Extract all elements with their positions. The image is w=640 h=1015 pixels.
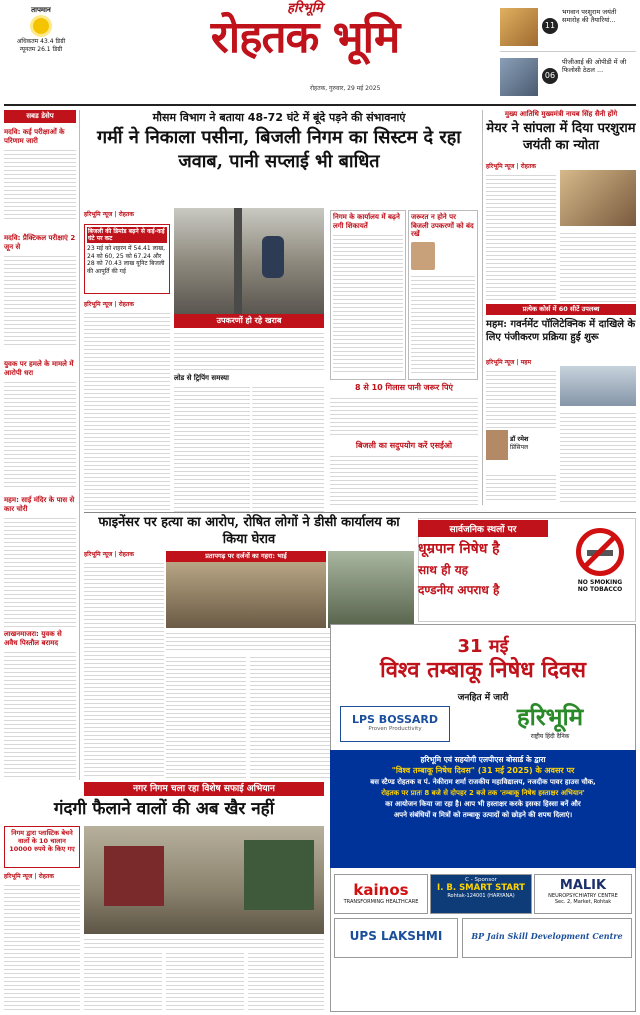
lead-headline: गर्मी ने निकाला पसीना, बिजली निगम का सिस्टम दे रहा जवाब, पानी सप्लाई भी बाधित (97, 127, 461, 172)
brief-body (4, 147, 76, 219)
info-box-head: बिजली की डिमांड बढ़ने से कई-कई घंटे पर कट (87, 227, 167, 243)
teaser-number: 06 (542, 68, 558, 84)
shop-graphic (244, 840, 314, 910)
teaser-2[interactable] (500, 54, 636, 102)
financer-body-1 (84, 560, 164, 778)
no-smoking-icon (576, 528, 624, 576)
avatar (411, 242, 435, 270)
brief-body (4, 379, 76, 489)
info-box-line: 23 मई को शहरन में 54.41 लाख, 24 को 60, 25 को 67.24 और 28 को 70.43 लाख यूनिट बिजली की आपूर्ति की गई (87, 245, 166, 275)
event-line: रोहतक पर प्रातः 8 बजे से दोपहर 2 बजे तक 'तम्बाकू निषेध हस्ताक्षर अभियान' (381, 789, 585, 797)
ad-line3: दण्डनीय अपराध है (418, 583, 500, 597)
side-story-body (330, 395, 478, 435)
cleaning-body-3 (166, 950, 244, 1010)
logo-sub: Rohtak-124001 (HARYANA) (447, 893, 515, 899)
masthead-rule (4, 104, 636, 106)
cleaning-body-2 (84, 950, 162, 1010)
logo-ups (334, 918, 458, 958)
weather-label: तापमान (31, 6, 51, 14)
lead-body-col2 (174, 384, 250, 512)
lead-photo (174, 208, 324, 314)
sign-text-1: NO SMOKING (577, 579, 623, 586)
right-body-2 (560, 230, 636, 302)
sponsor-sub: Proven Productivity (368, 726, 422, 732)
financer-headline: फाइनेंसर पर हत्या का आरोप, रोषित लोगों ने डीसी कार्यालय का किया घेराव (98, 515, 400, 547)
event-block (330, 750, 636, 868)
ad-date: 31 मई (457, 636, 509, 657)
no-smoking-sign (568, 528, 632, 614)
logo-sub: TRANSFORMING HEALTHCARE (343, 899, 419, 905)
brief-title: लाखनमाजरा: युवक से अवैध पिस्तौल बरामद (4, 630, 62, 647)
side-story (330, 210, 406, 380)
side-story-title: जरूरत न होने पर बिजली उपकरणों को बंद रखें (411, 213, 474, 238)
financer-byline: हरिभूमि न्यूज | रोहतक (84, 551, 134, 558)
weather-box (6, 6, 76, 62)
trip-title: लोड से ट्रिपिंग समस्या (174, 374, 229, 382)
side-story-body (411, 273, 475, 373)
side-story (330, 382, 478, 438)
temp-min: न्यूनतम 26.1 डिग्री (19, 46, 63, 53)
brief-title: युवक पर हमले के मामले में आरोपी धरा (4, 360, 74, 377)
pole-graphic (234, 208, 242, 314)
brand-small: हरिभूमि (287, 1, 323, 16)
financer-photo (166, 562, 326, 628)
ad-tag: सार्वजनिक स्थलों पर (418, 520, 548, 537)
teaser-1[interactable] (500, 4, 636, 52)
event-line: "विश्व तम्बाकू निषेध दिवस" (31 मई 2025) के अवसर पर (391, 766, 575, 775)
ad-line1: धूम्रपान निषेध है (418, 541, 500, 557)
right-body (486, 172, 556, 302)
principal-role: प्रिंसिपल (510, 444, 529, 451)
brief-title: महम: साई मंदिर के पास से कार चोरी (4, 496, 75, 513)
event-line: अपने संबंधियों व मित्रों को तम्बाकू उत्पादों को छोड़ने की शपथ दिलाएं। (393, 811, 573, 819)
principal-name: डॉ रमेश (510, 435, 529, 443)
financer-body-2 (166, 654, 246, 778)
story2-body (486, 368, 556, 428)
logo-text: UPS LAKSHMI (349, 929, 443, 943)
teaser-text: पीजीआई की ओपीडी में जी फिलोसी ठेठल ... (562, 58, 627, 74)
financer-body-3 (250, 654, 330, 778)
brief-item (4, 234, 76, 354)
column-divider (482, 110, 483, 505)
brief-item (4, 496, 76, 626)
financer-photo-label: प्रतापगढ़ पर दर्जनों का गहरा: भाई (166, 551, 326, 562)
logo-sub: NEUROPSYCHIATRY CENTRE (548, 893, 618, 899)
financer-photo-2 (328, 551, 414, 628)
logo-ibsmart (430, 874, 532, 914)
side-story-title: निगम के कार्यालय में बढ़ने लगी शिकायतें (333, 213, 400, 230)
event-line: का आयोजन किया जा रहा है। आप भी हस्ताक्षर करके इसका हिस्सा बनें और (385, 800, 581, 808)
shop-graphic (104, 846, 164, 906)
photo-banner: उपकरणों हो रहे खराब (174, 314, 324, 328)
left-column (4, 110, 76, 780)
brief-item (4, 128, 76, 228)
teaser-number: 11 (542, 18, 558, 34)
sponsor-name: LPS BOSSARD (351, 713, 439, 726)
right-photo (560, 170, 636, 226)
ad-day-title: विश्व तम्बाकू निषेध दिवस (380, 657, 586, 683)
story2-byline: हरिभूमि न्यूज | महम (486, 359, 532, 366)
teaser-photo (500, 58, 538, 96)
sponsor-logo (340, 706, 450, 742)
lead-byline-2: हरिभूमि न्यूज | रोहतक (84, 301, 134, 308)
lead-body-col3 (252, 384, 324, 512)
story2-photo (560, 366, 636, 406)
logo-text: MALIK (559, 878, 607, 893)
story2-body-2 (560, 410, 636, 502)
logo-text: BP Jain Skill Development Centre (471, 931, 623, 941)
event-line: बस स्टैण्ड रोहतक व पं. नेकीराम शर्मा राजकीय महाविद्यालय, नजदीक पावर हाउस चौक, (370, 778, 596, 786)
lead-byline: हरिभूमि न्यूज | रोहतक (84, 211, 134, 218)
side-story-body (330, 453, 478, 507)
side-story (408, 210, 478, 380)
dateline: रोहतक, गुरुवार, 29 मई 2025 (310, 85, 381, 92)
left-column-header: सबड डेसेप (4, 110, 76, 123)
logo-text: I. B. SMART START (437, 883, 525, 893)
logo-kainos (334, 874, 428, 914)
sign-text-2: NO TOBACCO (577, 586, 623, 593)
haribhoomi-logo (470, 702, 630, 746)
logo-addr: Sec. 2, Market, Rohtak (554, 899, 612, 905)
brief-item (4, 360, 76, 490)
brief-body (4, 515, 76, 627)
temp-max: अधिकतम 43.4 डिग्री (16, 38, 66, 45)
side-story (330, 440, 478, 512)
avatar (486, 430, 508, 460)
worker-graphic (262, 236, 284, 278)
haribhoomi-name: हरिभूमि (516, 702, 584, 731)
cleaning-body-1 (4, 882, 80, 1010)
page-title: रोहतक भूमि (210, 12, 400, 63)
brief-body (4, 253, 76, 345)
cleaning-byline: हरिभूमि न्यूज | रोहतक (4, 873, 54, 880)
logo-top: C - Sponsor (465, 877, 497, 883)
ad-public-interest: जनहित में जारी (457, 693, 509, 703)
story2-body-3 (486, 472, 556, 502)
side-story-body (333, 232, 403, 372)
story2-headline: महम: गवर्नमेंट पॉलिटेक्निक में दाखिले के लिए पंजीकरण प्रक्रिया हुई शुरू (486, 319, 636, 343)
event-line: हरिभूमि एवं सहयोगी एलपीएस बोसार्ड के द्वारा (420, 755, 546, 764)
brief-title: मदवि: प्रैक्टिकल परीक्षाएं 2 जून से (4, 234, 76, 251)
brief-item (4, 630, 76, 780)
logo-malik (534, 874, 632, 914)
logo-bpjain (462, 918, 632, 958)
side-story-title: 8 से 10 गिलास पानी जरूर पिएं (355, 383, 453, 392)
teaser-photo (500, 8, 538, 46)
right-headline: मेयर ने सांपला में दिया परशुराम जयंती का न्योता (486, 121, 636, 153)
right-byline: हरिभूमि न्यूज | रोहतक (486, 163, 536, 170)
logo-text: kainos (353, 881, 409, 899)
side-story-title: बिजली का सदुपयोग करें एसईओ (355, 441, 453, 450)
cleaning-caption (84, 936, 324, 948)
brief-body (4, 649, 76, 777)
cleaning-body-4 (248, 950, 324, 1010)
section-bar: प्रत्येक कोर्स में 60 सीटें उपलब्ध (486, 304, 636, 315)
lead-body-col1 (84, 310, 170, 512)
cleaning-kicker: नगर निगम चला रहा विशेष सफाई अभियान (84, 782, 324, 796)
cleaning-photo (84, 826, 324, 934)
brief-title: मदवि: कई परीक्षाओं के परिणाम जारी (4, 128, 65, 145)
ad-line2: साथ ही यह (418, 563, 469, 577)
cleaning-headline: गंदगी फैलाने वालों की अब खैर नहीं (53, 799, 275, 819)
teaser-text: भगवान परशुराम जयंती समारोह की तैयारियां... (562, 8, 617, 24)
sun-icon (33, 18, 49, 34)
column-divider (79, 110, 80, 780)
right-kicker: मुख्य आतिथि मुख्यमंत्री नायब सिंह सैनी होंगे (504, 110, 618, 118)
lead-caption (174, 330, 324, 370)
principal-box (486, 430, 556, 470)
masthead-logo (120, 2, 490, 66)
lead-kicker: मौसम विभाग ने बताया 48-72 घंटे में बूंदे पड़ने की संभावनाएं (152, 111, 406, 124)
haribhoomi-sub: राष्ट्रीय हिंदी दैनिक (530, 733, 570, 740)
cleaning-box: निगम द्वारा प्लास्टिक बेचने वालों के 10 चालान 10000 रुपये के किए गए (4, 826, 80, 868)
info-box (84, 224, 170, 294)
